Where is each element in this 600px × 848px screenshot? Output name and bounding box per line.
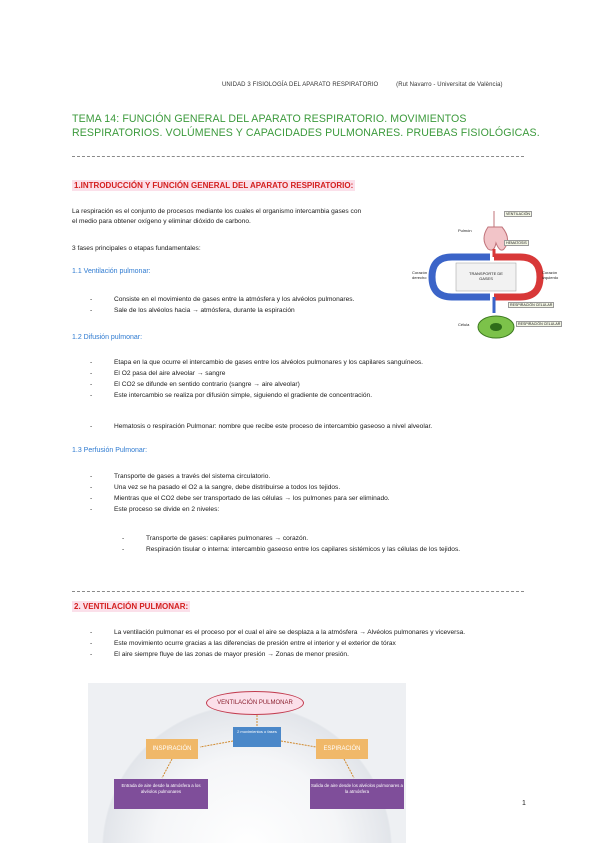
section1-intro: La respiración es el conjunto de procesos mediante los cuales el organismo intercambia gases con el medio para obtener oxígeno y eliminar dióxido de carbono.: [72, 208, 362, 225]
list-item: - Hematosis o respiración Pulmonar: nombre que recibe este proceso de intercambio gaseoso a nivel alveolar.: [90, 421, 520, 432]
list-item: - El CO2 se difunde en sentido contrario (sangre → aire alveolar): [90, 379, 520, 390]
label-celula: Célula: [458, 322, 470, 327]
list-item: - Este proceso se divide en 2 niveles:: [90, 504, 520, 515]
section2-heading: 2. VENTILACIÓN PULMONAR:: [74, 602, 189, 611]
espiracion-description: Salida de aire desde los alvéolos pulmonares a la atmósfera: [310, 779, 404, 809]
perfusion-list: [90, 471, 520, 515]
divider: [72, 156, 524, 157]
infographic-title: VENTILACIÓN PULMONAR: [206, 691, 304, 715]
document-title: TEMA 14: FUNCIÓN GENERAL DEL APARATO RESPIRATORIO. MOVIMIENTOS RESPIRATORIOS. VOLÚMENES Y CAPACIDADES PULMONARES. PRUEBAS FISIOLÓGICAS.: [72, 113, 540, 139]
label-corazon-izquierdo: Corazón izquierdo: [542, 270, 559, 280]
perfusion-levels-list: [122, 533, 517, 555]
espiracion-box: ESPIRACIÓN: [316, 739, 368, 759]
arrow: [281, 741, 316, 747]
page-number: 1: [522, 800, 526, 807]
list-item: - Este intercambio se realiza por difusión simple, siguiendo el gradiente de concentración.: [90, 390, 520, 401]
label-corazon-derecho: Corazón derecho: [412, 270, 428, 280]
phases-intro: 3 fases principales o etapas fundamentales:: [72, 245, 201, 252]
list-item: - Respiración tisular o interna: intercambio gaseoso entre los capilares sistémicos y las células de los tejidos.: [122, 544, 517, 555]
arrow: [344, 759, 354, 778]
ventilation-infographic: [88, 683, 406, 843]
list-item: - El aire siempre fluye de las zonas de mayor presión → Zonas de menor presión.: [90, 649, 520, 660]
list-item: - Transporte de gases: capilares pulmonares → corazón.: [122, 533, 517, 544]
arrow: [200, 741, 233, 747]
label-pulmon: Pulmón: [458, 228, 472, 233]
subsection-difusion-title: 1.2 Difusión pulmonar:: [72, 334, 143, 341]
list-item: - Consiste en el movimiento de gases entre la atmósfera y los alvéolos pulmonares.: [90, 294, 420, 305]
section1-heading: 1.INTRODUCCIÓN Y FUNCIÓN GENERAL DEL APARATO RESPIRATORIO:: [74, 181, 354, 190]
header-unit: UNIDAD 3 FISIOLOGÍA DEL APARATO RESPIRATORIO: [222, 82, 379, 88]
label-transporte: TRANSPORTE DE GASES: [469, 271, 503, 281]
cell-nucleus: [490, 323, 502, 331]
divider: [72, 591, 524, 592]
hematosis-note: [90, 421, 520, 432]
subsection-ventilacion-title: 1.1 Ventilación pulmonar:: [72, 268, 151, 275]
tag-ventilacion: VENTILACIÓN: [506, 212, 530, 216]
inspiracion-description: Entrada de aire desde la atmósfera a los alvéolos pulmonares: [114, 779, 208, 809]
list-item: - Este movimiento ocurre gracias a las diferencias de presión entre el interior y el exterior de tórax: [90, 638, 520, 649]
list-item: - Etapa en la que ocurre el intercambio de gases entre los alvéolos pulmonares y los capilares sanguíneos.: [90, 357, 520, 368]
tag-respiracion-celular-2: RESPIRACIÓN CELULAR: [518, 322, 561, 326]
subsection-perfusion-title: 1.3 Perfusión Pulmonar:: [72, 447, 148, 454]
tag-hematosis: HEMATOSIS: [506, 241, 527, 245]
list-item: - Transporte de gases a través del sistema circulatorio.: [90, 471, 520, 482]
list-item: - Sale de los alvéolos hacia → atmósfera, durante la espiración: [90, 305, 420, 316]
tag-respiracion-celular: RESPIRACIÓN CELULAR: [510, 303, 553, 307]
header-author: (Rut Navarro - Universitat de València): [396, 82, 503, 88]
inspiracion-box: INSPIRACIÓN: [146, 739, 198, 759]
respiration-diagram-svg: [410, 205, 560, 360]
difusion-list: [90, 357, 520, 401]
list-item: - Mientras que el CO2 debe ser transportado de las células → los pulmones para ser eliminado.: [90, 493, 520, 504]
respiration-diagram: [410, 205, 560, 360]
list-item: - El O2 pasa del aire alveolar → sangre: [90, 368, 520, 379]
list-item: - La ventilación pulmonar es el proceso por el cual el aire se desplaza a la atmósfera → Alvéolos pulmonares y viceversa.: [90, 627, 520, 638]
running-header: [222, 82, 503, 88]
list-item: - Una vez se ha pasado el O2 a la sangre, debe distribuirse a todos los tejidos.: [90, 482, 520, 493]
section2-list: [90, 627, 520, 660]
ventilacion-list: [90, 294, 420, 316]
arrow: [162, 759, 172, 778]
infographic-middle: 2 movimientos o fases: [233, 727, 281, 747]
